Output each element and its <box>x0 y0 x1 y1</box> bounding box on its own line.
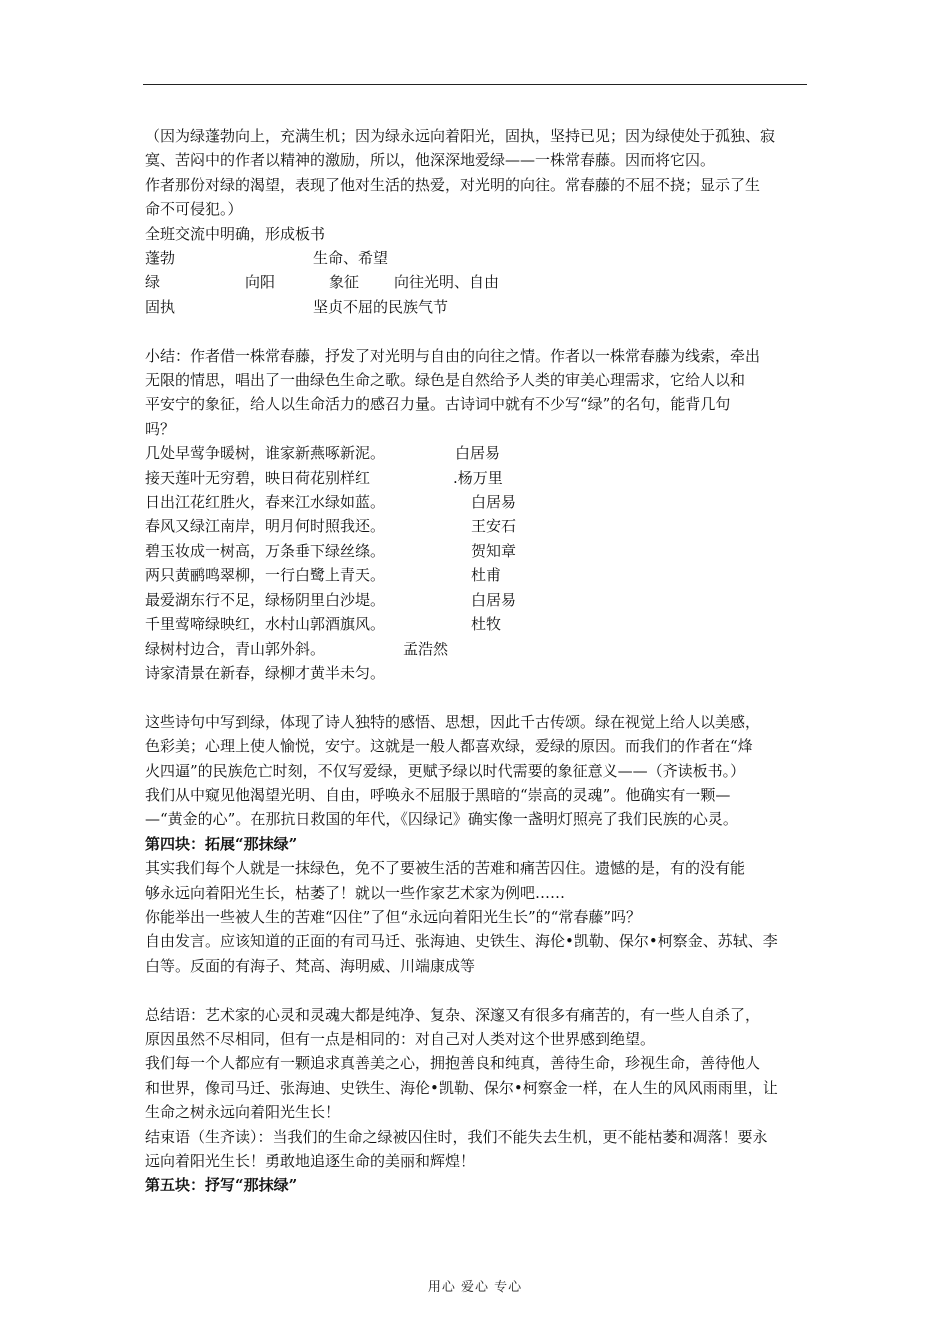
poem-line: 接天莲叶无穷碧，映日荷花别样红 <box>145 468 371 487</box>
analysis-line: —“黄金的心”。在那抗日救国的年代，《囚绿记》确实像一盏明灯照亮了我们民族的心灵。 <box>145 810 738 829</box>
conclusion-line: 和世界，像司马迁、张海迪、史铁生、海伦•凯勒、保尔•柯察金一样，在人生的风风雨雨里，让 <box>145 1078 778 1097</box>
analysis-line: 这些诗句中写到绿，体现了诗人独特的感悟、思想，因此千古传颂。绿在视觉上给人以美感， <box>145 712 761 731</box>
poem-row <box>145 563 809 587</box>
spacer <box>145 685 809 709</box>
intro-line: 寞、苦闷中的作者以精神的激励，所以，他深深地爱绿——一株常春藤。因而将它囚。 <box>145 151 716 170</box>
poem-author: 白居易 <box>471 493 517 512</box>
poem-author: .杨万里 <box>453 468 503 487</box>
board-cell: 生命、希望 <box>313 249 389 268</box>
summary-line: 平安宁的象征，给人以生命活力的感召力量。古诗词中就有不少写“绿”的名句，能背几句 <box>145 395 731 414</box>
board-cell: 蓬勃 <box>145 249 176 268</box>
conclusion-line: 远向着阳光生长！勇敢地追逐生命的美丽和辉煌！ <box>145 1152 476 1171</box>
poem-row <box>145 441 809 465</box>
section-four-heading: 第四块：拓展“那抹绿” <box>145 834 298 853</box>
board-cell: 绿 <box>145 273 161 292</box>
poem-author: 杜牧 <box>471 615 502 634</box>
poem-row <box>145 588 809 612</box>
poem-row <box>145 466 809 490</box>
poem-author: 贺知章 <box>471 541 517 560</box>
poem-row <box>145 539 809 563</box>
section-four-line: 自由发言。应该知道的正面的有司马迁、张海迪、史铁生、海伦•凯勒、保尔•柯察金、苏轼、李 <box>145 932 778 951</box>
poem-row <box>145 661 809 685</box>
conclusion-line: 我们每一个人都应有一颗追求真善美之心，拥抱善良和纯真，善待生命，珍视生命，善待他人 <box>145 1054 761 1073</box>
poem-author: 白居易 <box>455 444 501 463</box>
section-four-line: 其实我们每个人就是一抹绿色，免不了要被生活的苦难和痛苦囚住。遗憾的是，有的没有能 <box>145 859 746 878</box>
summary-line: 吗？ <box>145 419 176 438</box>
intro-line: 全班交流中明确，形成板书 <box>145 224 326 243</box>
section-four-line: 你能举出一些被人生的苦难“囚住”了但“永远向着阳光生长”的“常春藤”吗？ <box>145 907 642 926</box>
poem-line: 两只黄鹂鸣翠柳，一行白鹭上青天。 <box>145 566 386 585</box>
board-row <box>145 295 809 319</box>
poem-line: 日出江花红胜火，春来江水绿如蓝。 <box>145 493 386 512</box>
header-rule <box>143 84 807 85</box>
section-five-heading: 第五块：抒写“那抹绿” <box>145 1176 298 1195</box>
poem-line: 千里莺啼绿映红，水村山郭酒旗风。 <box>145 615 386 634</box>
analysis-line: 我们从中窥见他渴望光明、自由，呼唤永不屈服于黑暗的“崇高的灵魂”。他确实有一颗— <box>145 785 731 804</box>
analysis-line: 火四逼”的民族危亡时刻，不仅写爱绿，更赋予绿以时代需要的象征意义——（齐读板书。） <box>145 761 746 780</box>
section-four-line: 白等。反面的有海子、梵高、海明威、川端康成等 <box>145 956 476 975</box>
spacer <box>145 319 809 343</box>
poem-line: 春风又绿江南岸，明月何时照我还。 <box>145 517 386 536</box>
conclusion-line: 总结语：艺术家的心灵和灵魂大都是纯净、复杂、深邃又有很多有痛苦的，有一些人自杀了， <box>145 1005 761 1024</box>
board-cell: 向阳 <box>245 273 276 292</box>
poem-author: 孟浩然 <box>403 639 449 658</box>
summary-line: 无限的情思，唱出了一曲绿色生命之歌。绿色是自然给予人类的审美心理需求，它给人以和 <box>145 371 746 390</box>
board-row <box>145 270 809 294</box>
poem-author: 杜甫 <box>471 566 502 585</box>
intro-line: 作者那份对绿的渴望，表现了他对生活的热爱，对光明的向往。常春藤的不屈不挠；显示了生 <box>145 175 761 194</box>
poem-row <box>145 612 809 636</box>
summary-line: 小结：作者借一株常春藤，抒发了对光明与自由的向往之情。作者以一株常春藤为线索，牵出 <box>145 346 761 365</box>
poem-author: 白居易 <box>471 590 517 609</box>
page-footer: 用心 爱心 专心 <box>427 1280 523 1295</box>
poem-row <box>145 514 809 538</box>
board-cell: 固执 <box>145 297 176 316</box>
poem-line: 最爱湖东行不足，绿杨阴里白沙堤。 <box>145 590 386 609</box>
spacer <box>145 978 809 1002</box>
board-cell: 向往光明、自由 <box>394 273 500 292</box>
poem-row <box>145 490 809 514</box>
poem-line: 绿树村边合，青山郭外斜。 <box>145 639 326 658</box>
poem-author: 王安石 <box>471 517 517 536</box>
poem-line: 碧玉妆成一树高，万条垂下绿丝绦。 <box>145 541 386 560</box>
section-four-line: 够永远向着阳光生长，枯萎了！就以一些作家艺术家为例吧…… <box>145 883 566 902</box>
poem-line: 诗家清景在新春，绿柳才黄半未匀。 <box>145 663 386 682</box>
analysis-line: 色彩美；心理上使人愉悦，安宁。这就是一般人都喜欢绿，爱绿的原因。而我们的作者在“烽 <box>145 737 753 756</box>
poem-line: 几处早莺争暖树，谁家新燕啄新泥。 <box>145 444 386 463</box>
conclusion-line: 原因虽然不尽相同，但有一点是相同的：对自己对人类对这个世界感到绝望。 <box>145 1029 656 1048</box>
conclusion-line: 生命之树永远向着阳光生长！ <box>145 1103 341 1122</box>
document-body <box>145 124 809 1198</box>
intro-line: （因为绿蓬勃向上，充满生机；因为绿永远向着阳光，固执，坚持已见；因为绿使处于孤独、寂 <box>145 127 776 145</box>
poem-row <box>145 637 809 661</box>
board-cell: 坚贞不屈的民族气节 <box>313 297 449 316</box>
conclusion-line: 结束语（生齐读）：当我们的生命之绿被囚住时，我们不能失去生机，更不能枯萎和凋落！要永 <box>145 1127 768 1146</box>
board-row <box>145 246 809 270</box>
board-cell: 象征 <box>329 273 360 292</box>
intro-line: 命不可侵犯。） <box>145 200 243 219</box>
